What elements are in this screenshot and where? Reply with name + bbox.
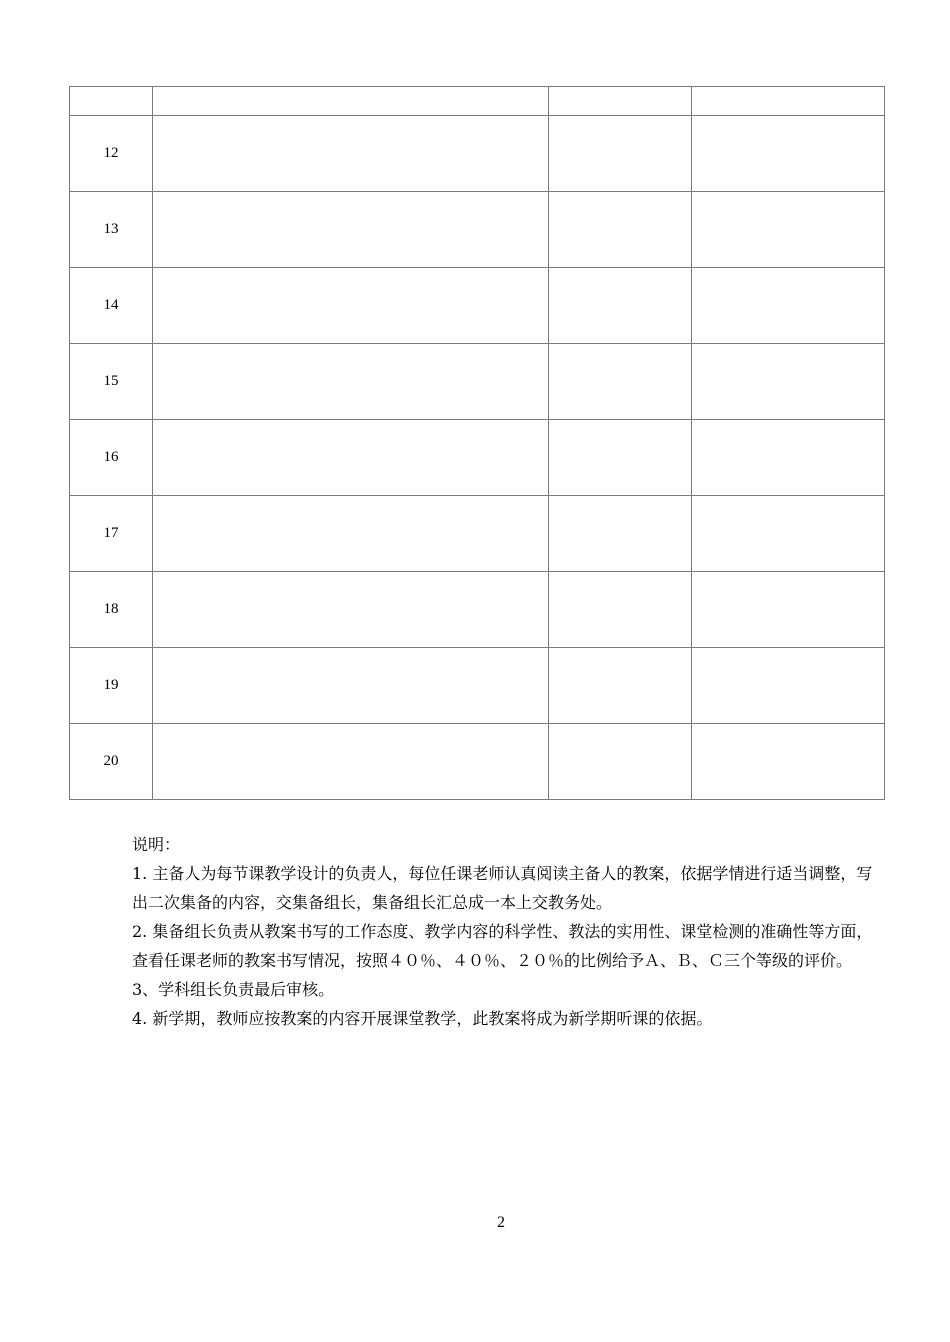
table-row [70, 116, 885, 192]
notes-section [132, 830, 877, 1033]
col3-cell [549, 724, 692, 800]
page-number: 2 [497, 1214, 505, 1231]
lesson-plan-table [69, 86, 885, 800]
note-item: 3、学科组长负责最后审核。 [132, 980, 335, 999]
table-row [70, 420, 885, 496]
col3-cell [549, 344, 692, 420]
content-cell [153, 344, 549, 420]
col4-cell [692, 496, 885, 572]
table-row [70, 572, 885, 648]
col3-cell [549, 116, 692, 192]
notes-heading: 说明： [132, 835, 181, 854]
col4-cell [692, 344, 885, 420]
row-number: 15 [70, 344, 153, 420]
content-cell [153, 648, 549, 724]
header-cell [153, 87, 549, 116]
table-header-row [70, 87, 885, 116]
table-row [70, 344, 885, 420]
header-cell [692, 87, 885, 116]
row-number: 16 [70, 420, 153, 496]
content-cell [153, 420, 549, 496]
content-cell [153, 496, 549, 572]
content-cell [153, 116, 549, 192]
table-row [70, 192, 885, 268]
content-cell [153, 268, 549, 344]
col4-cell [692, 572, 885, 648]
table-row [70, 648, 885, 724]
col4-cell [692, 648, 885, 724]
row-number: 19 [70, 648, 153, 724]
col3-cell [549, 648, 692, 724]
note-item: 4. 新学期，教师应按教案的内容开展课堂教学，此教案将成为新学期听课的依据。 [132, 1009, 713, 1028]
row-number: 20 [70, 724, 153, 800]
note-item: 1. 主备人为每节课教学设计的负责人，每位任课老师认真阅读主备人的教案，依据学情进行适当调整，写出二次集备的内容，交集备组长，集备组长汇总成一本上交教务处。 [132, 864, 873, 912]
col3-cell [549, 420, 692, 496]
col3-cell [549, 192, 692, 268]
row-number: 12 [70, 116, 153, 192]
note-item: 2. 集备组长负责从教案书写的工作态度、教学内容的科学性、教法的实用性、课堂检测的准确性等方面，查看任课老师的教案书写情况，按照４０％、４０％、２０％的比例给予Ａ、Ｂ、Ｃ三个等级的评价。 [132, 922, 873, 970]
content-cell [153, 724, 549, 800]
table-row [70, 724, 885, 800]
table-row [70, 496, 885, 572]
table-row [70, 268, 885, 344]
row-number: 18 [70, 572, 153, 648]
row-number: 14 [70, 268, 153, 344]
header-cell [549, 87, 692, 116]
col4-cell [692, 724, 885, 800]
row-number: 17 [70, 496, 153, 572]
col4-cell [692, 268, 885, 344]
col4-cell [692, 420, 885, 496]
col4-cell [692, 192, 885, 268]
content-cell [153, 192, 549, 268]
content-cell [153, 572, 549, 648]
col3-cell [549, 496, 692, 572]
col4-cell [692, 116, 885, 192]
header-cell [70, 87, 153, 116]
row-number: 13 [70, 192, 153, 268]
col3-cell [549, 572, 692, 648]
col3-cell [549, 268, 692, 344]
